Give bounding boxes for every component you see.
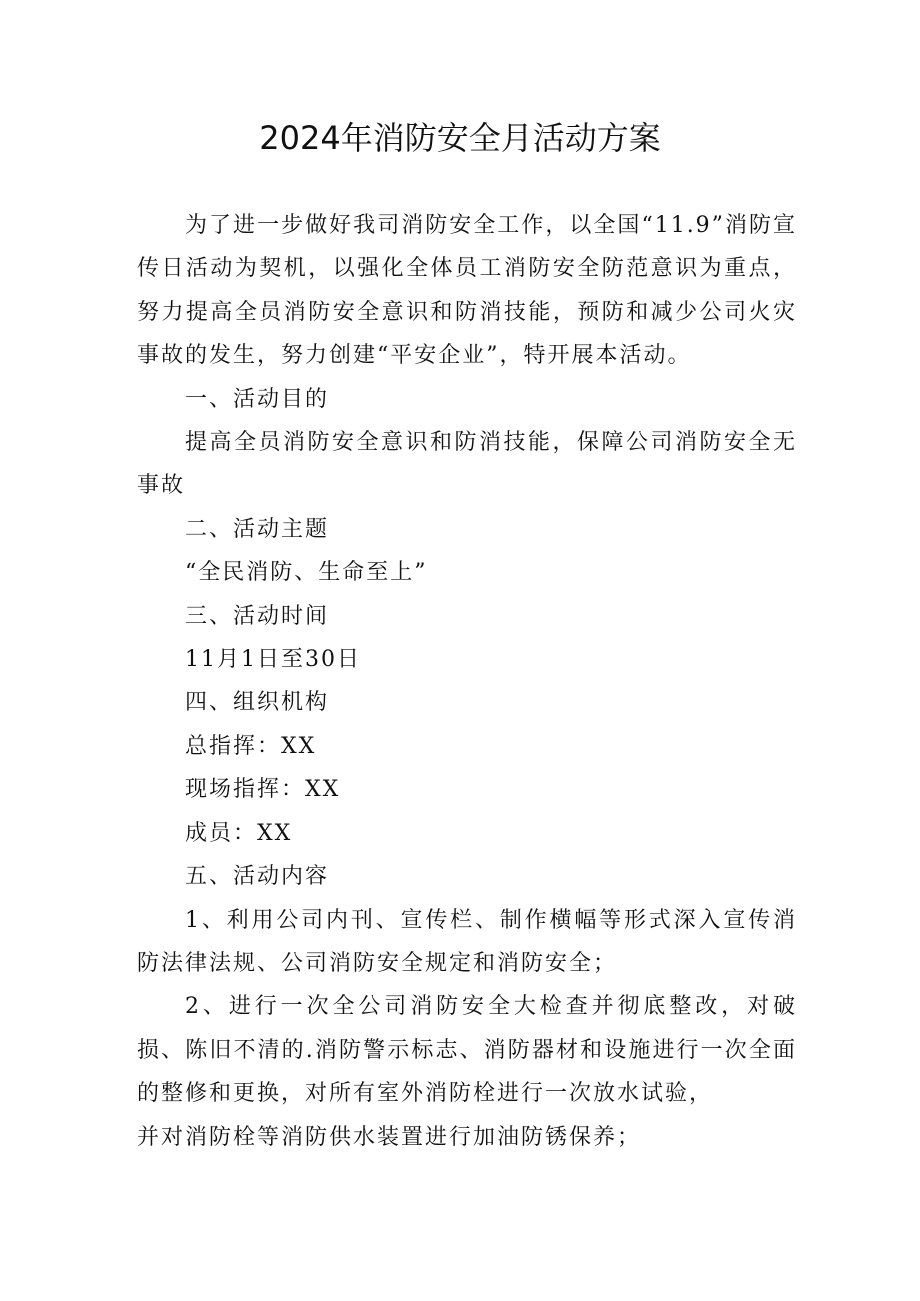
content-item-2: 2、进行一次全公司消防安全大检查并彻底整改，对破损、陈旧不清的.消防警示标志、消防器材和设施进行一次全面的整修和更换，对所有室外消防栓进行一次放水试验， <box>137 994 797 1107</box>
content-item-2-continued: 并对消防栓等消防供水装置进行加油防锈保养； <box>137 1124 642 1150</box>
document-title: 2024年消防安全月活动方案 <box>259 119 661 157</box>
section-text-time: 11月1日至30日 <box>185 647 361 673</box>
org-site-commander: 现场指挥：XX <box>185 777 341 803</box>
org-members: 成员：XX <box>185 820 293 846</box>
content-item-1: 1、利用公司内刊、宣传栏、制作横幅等形式深入宣传消防法律法规、公司消防安全规定和消防安全； <box>137 907 797 976</box>
section-heading-purpose: 一、活动目的 <box>185 386 330 412</box>
section-heading-content: 五、活动内容 <box>185 864 330 890</box>
section-text-purpose: 提高全员消防安全意识和防消技能，保障公司消防安全无事故 <box>137 430 797 499</box>
org-commander: 总指挥：XX <box>185 733 317 759</box>
section-heading-organization: 四、组织机构 <box>185 690 330 716</box>
intro-paragraph: 为了进一步做好我司消防安全工作，以全国“11.9”消防宣传日活动为契机，以强化全体员工消防安全防范意识为重点，努力提高全员消防安全意识和防消技能，预防和减少公司火灾事故的发生，努力创建“平安企业”，特开展本活动。 <box>137 213 797 369</box>
section-heading-time: 三、活动时间 <box>185 603 330 629</box>
document-body <box>137 204 797 1159</box>
section-heading-theme: 二、活动主题 <box>185 516 330 542</box>
section-text-theme: “全民消防、生命至上” <box>185 560 428 586</box>
